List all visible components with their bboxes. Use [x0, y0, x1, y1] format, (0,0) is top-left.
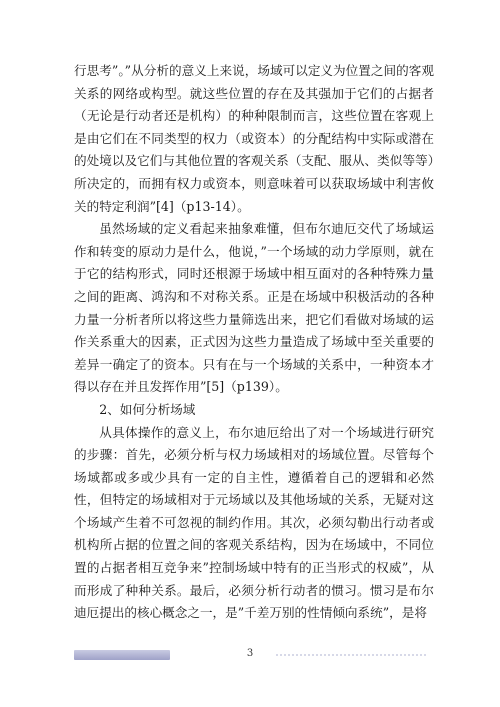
document-body — [74, 60, 434, 625]
paragraph-1: 行思考”。”从分析的意义上来说，场域可以定义为位置之间的客观关系的网络或构型。就这些位置的存在及其强加于它们的占据者（无论是行动者还是机构）的种种限制而言，这些位置在客观上是由它们在不同类型的权力（或资本）的分配结构中实际或潜在的处境以及它们与其他位置的客观关系（支配、服从、类似等等）所决定的，而拥有权力或资本，则意味着可以获取场域中利害攸关的特定利润”[4]（p13-14）。 — [74, 63, 434, 214]
page-number: 3 — [246, 648, 254, 659]
section-heading: 2、如何分析场域 — [99, 401, 196, 417]
paragraph-3: 从具体操作的意义上，布尔迪厄给出了对一个场域进行研究的步骤：首先，必须分析与权力场域相对的场域位置。尽管每个场域都或多或少具有一定的自主性，遵循着自己的逻辑和必然性，但特定的场域相对于元场域以及其他场域的关系，无疑对这个场域产生着不可忽视的制约作用。其次，必须勾勒出行动者或机构所占据的位置之间的客观关系结构，因为在场域中，不同位置的占据者相互竞争来”控制场域中特有的正当形式的权威”，从而形成了种种关系。最后，必须分析行动者的惯习。惯习是布尔迪厄提出的核心概念之一，是”千差万别的性情倾向系统”，是将 — [74, 424, 434, 621]
page-footer — [74, 648, 426, 664]
paragraph-2: 虽然场域的定义看起来抽象难懂，但布尔迪厄交代了场域运作和转变的原动力是什么，他说，”一个场域的动力学原则，就在于它的结构形式，同时还根源于场域中相互面对的各种特殊力量之间的距离、鸿沟和不对称关系。正是在场域中积极活动的各种力量一分析者所以将这些力量筛选出来，把它们看做对场域的运作关系重大的因素，正式因为这些力量造成了场域中至关重要的差异一确定了的资本。只有在与一个场域的关系中，一种资本才得以存在并且发挥作用”[5]（p139）。 — [74, 221, 434, 395]
footer-dotted-line — [276, 654, 426, 658]
